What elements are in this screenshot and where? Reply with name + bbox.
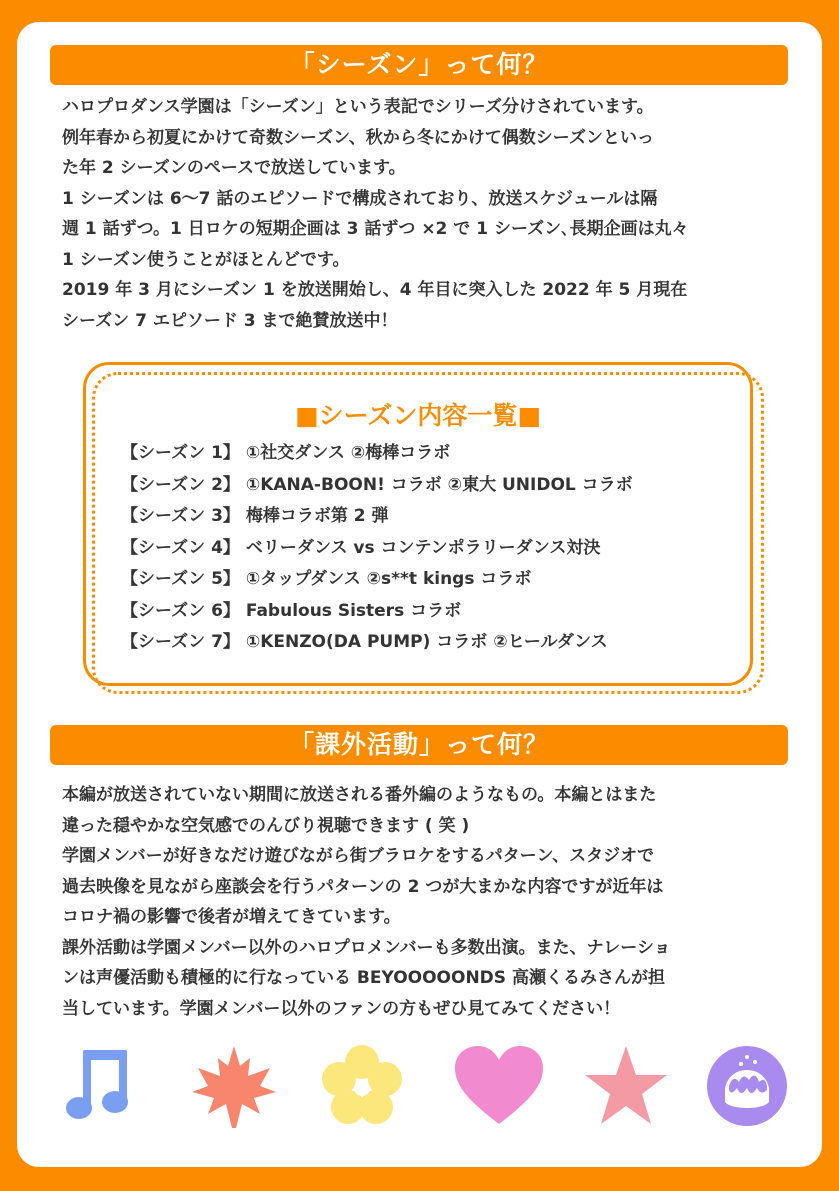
season-description-line: 週 1 話ずつ。1 日ロケの短期企画は 3 話ずつ ×2 で 1 シーズン､長期企画は丸々 [62,219,689,239]
season-row [121,501,741,533]
season-description-line: 例年春から初夏にかけて奇数シーズン、秋から冬にかけて偶数シーズンといっ [62,127,654,148]
maple-leaf-icon [190,1044,278,1132]
season-description [62,92,792,336]
season-description-line: 1 シーズン使うことがほとんどです。 [62,249,350,270]
section-title-extracurricular: 「課外活動」って何？ [50,725,788,765]
season-label: 【シーズン 7】 [121,632,240,652]
extracurricular-description-line: 本編が放送されていない期間に放送される番外編のようなもの。本編とはまた [62,785,657,805]
extracurricular-description-line: 違った穏やかな空気感でのんびり視聴できます ( 笑 ) [62,815,470,836]
season-content: 梅棒コラボ第 2 弾 [245,506,389,526]
decorative-icons-row [65,1044,785,1132]
season-row [121,470,741,502]
season-list-title: ■シーズン内容一覧■ [295,401,541,430]
season-content: ①KANA-BOON! コラボ ②東大 UNIDOL コラボ [245,474,633,495]
season-label: 【シーズン 6】 [121,600,240,621]
season-label: 【シーズン 5】 [121,569,240,589]
season-list [121,438,741,659]
season-label: 【シーズン 4】 [121,537,240,558]
season-row [121,438,741,470]
season-description-line: 2019 年 3 月にシーズン 1 を放送開始し、4 年目に突入した 2022 年 5 月現在 [62,280,688,300]
flower-icon [320,1044,404,1128]
music-note-icon [65,1044,145,1124]
season-label: 【シーズン 3】 [121,506,240,526]
season-content: ①社交ダンス ②梅棒コラボ [245,443,451,463]
extracurricular-description [62,780,792,1024]
season-content: ①タップダンス ②s**t kings コラボ [245,569,532,589]
season-content: Fabulous Sisters コラボ [245,600,462,621]
season-description-line: ハロプロダンス学園は「シーズン」という表記でシリーズ分けされています。 [62,97,654,117]
season-row [121,533,741,565]
season-row [121,564,741,596]
star-icon [583,1044,669,1128]
season-description-line: た年 2 シーズンのペースで放送しています。 [62,158,406,178]
season-content: ベリーダンス vs コンテンポラリーダンス対決 [245,537,601,558]
extracurricular-description-line: ンは声優活動も積極的に行なっている BEYOOOOONDS 高瀬くるみさんが担 [62,968,665,988]
shaved-ice-icon [705,1044,789,1128]
heart-icon [453,1044,545,1128]
extracurricular-description-line: コロナ禍の影響で後者が増えてきています。 [62,907,401,927]
season-content: ①KENZO(DA PUMP) コラボ ②ヒールダンス [245,632,608,652]
season-row [121,627,741,659]
content-card [17,22,822,1167]
season-label: 【シーズン 1】 [121,443,240,463]
extracurricular-description-line: 過去映像を見ながら座談会を行うパターンの 2 つが大まかな内容ですが近年は [62,876,664,897]
extracurricular-description-line: 課外活動は学園メンバー以外のハロプロメンバーも多数出演。また、ナレーショ [62,937,671,958]
section-title-season: 「シーズン」って何？ [50,45,788,85]
extracurricular-description-line: 学園メンバーが好きなだけ遊びながら街ブラロケをするパターン、スタジオで [62,846,655,866]
season-description-line: 1 シーズンは 6〜7 話のエピソードで構成されており、放送スケジュールは隔 [62,188,658,209]
extracurricular-description-line: 当しています。学園メンバー以外のファンの方もぜひ見てみてください！ [62,998,621,1019]
season-label: 【シーズン 2】 [121,474,240,495]
season-description-line: シーズン 7 エピソード 3 まで絶賛放送中！ [62,310,398,331]
season-row [121,596,741,628]
